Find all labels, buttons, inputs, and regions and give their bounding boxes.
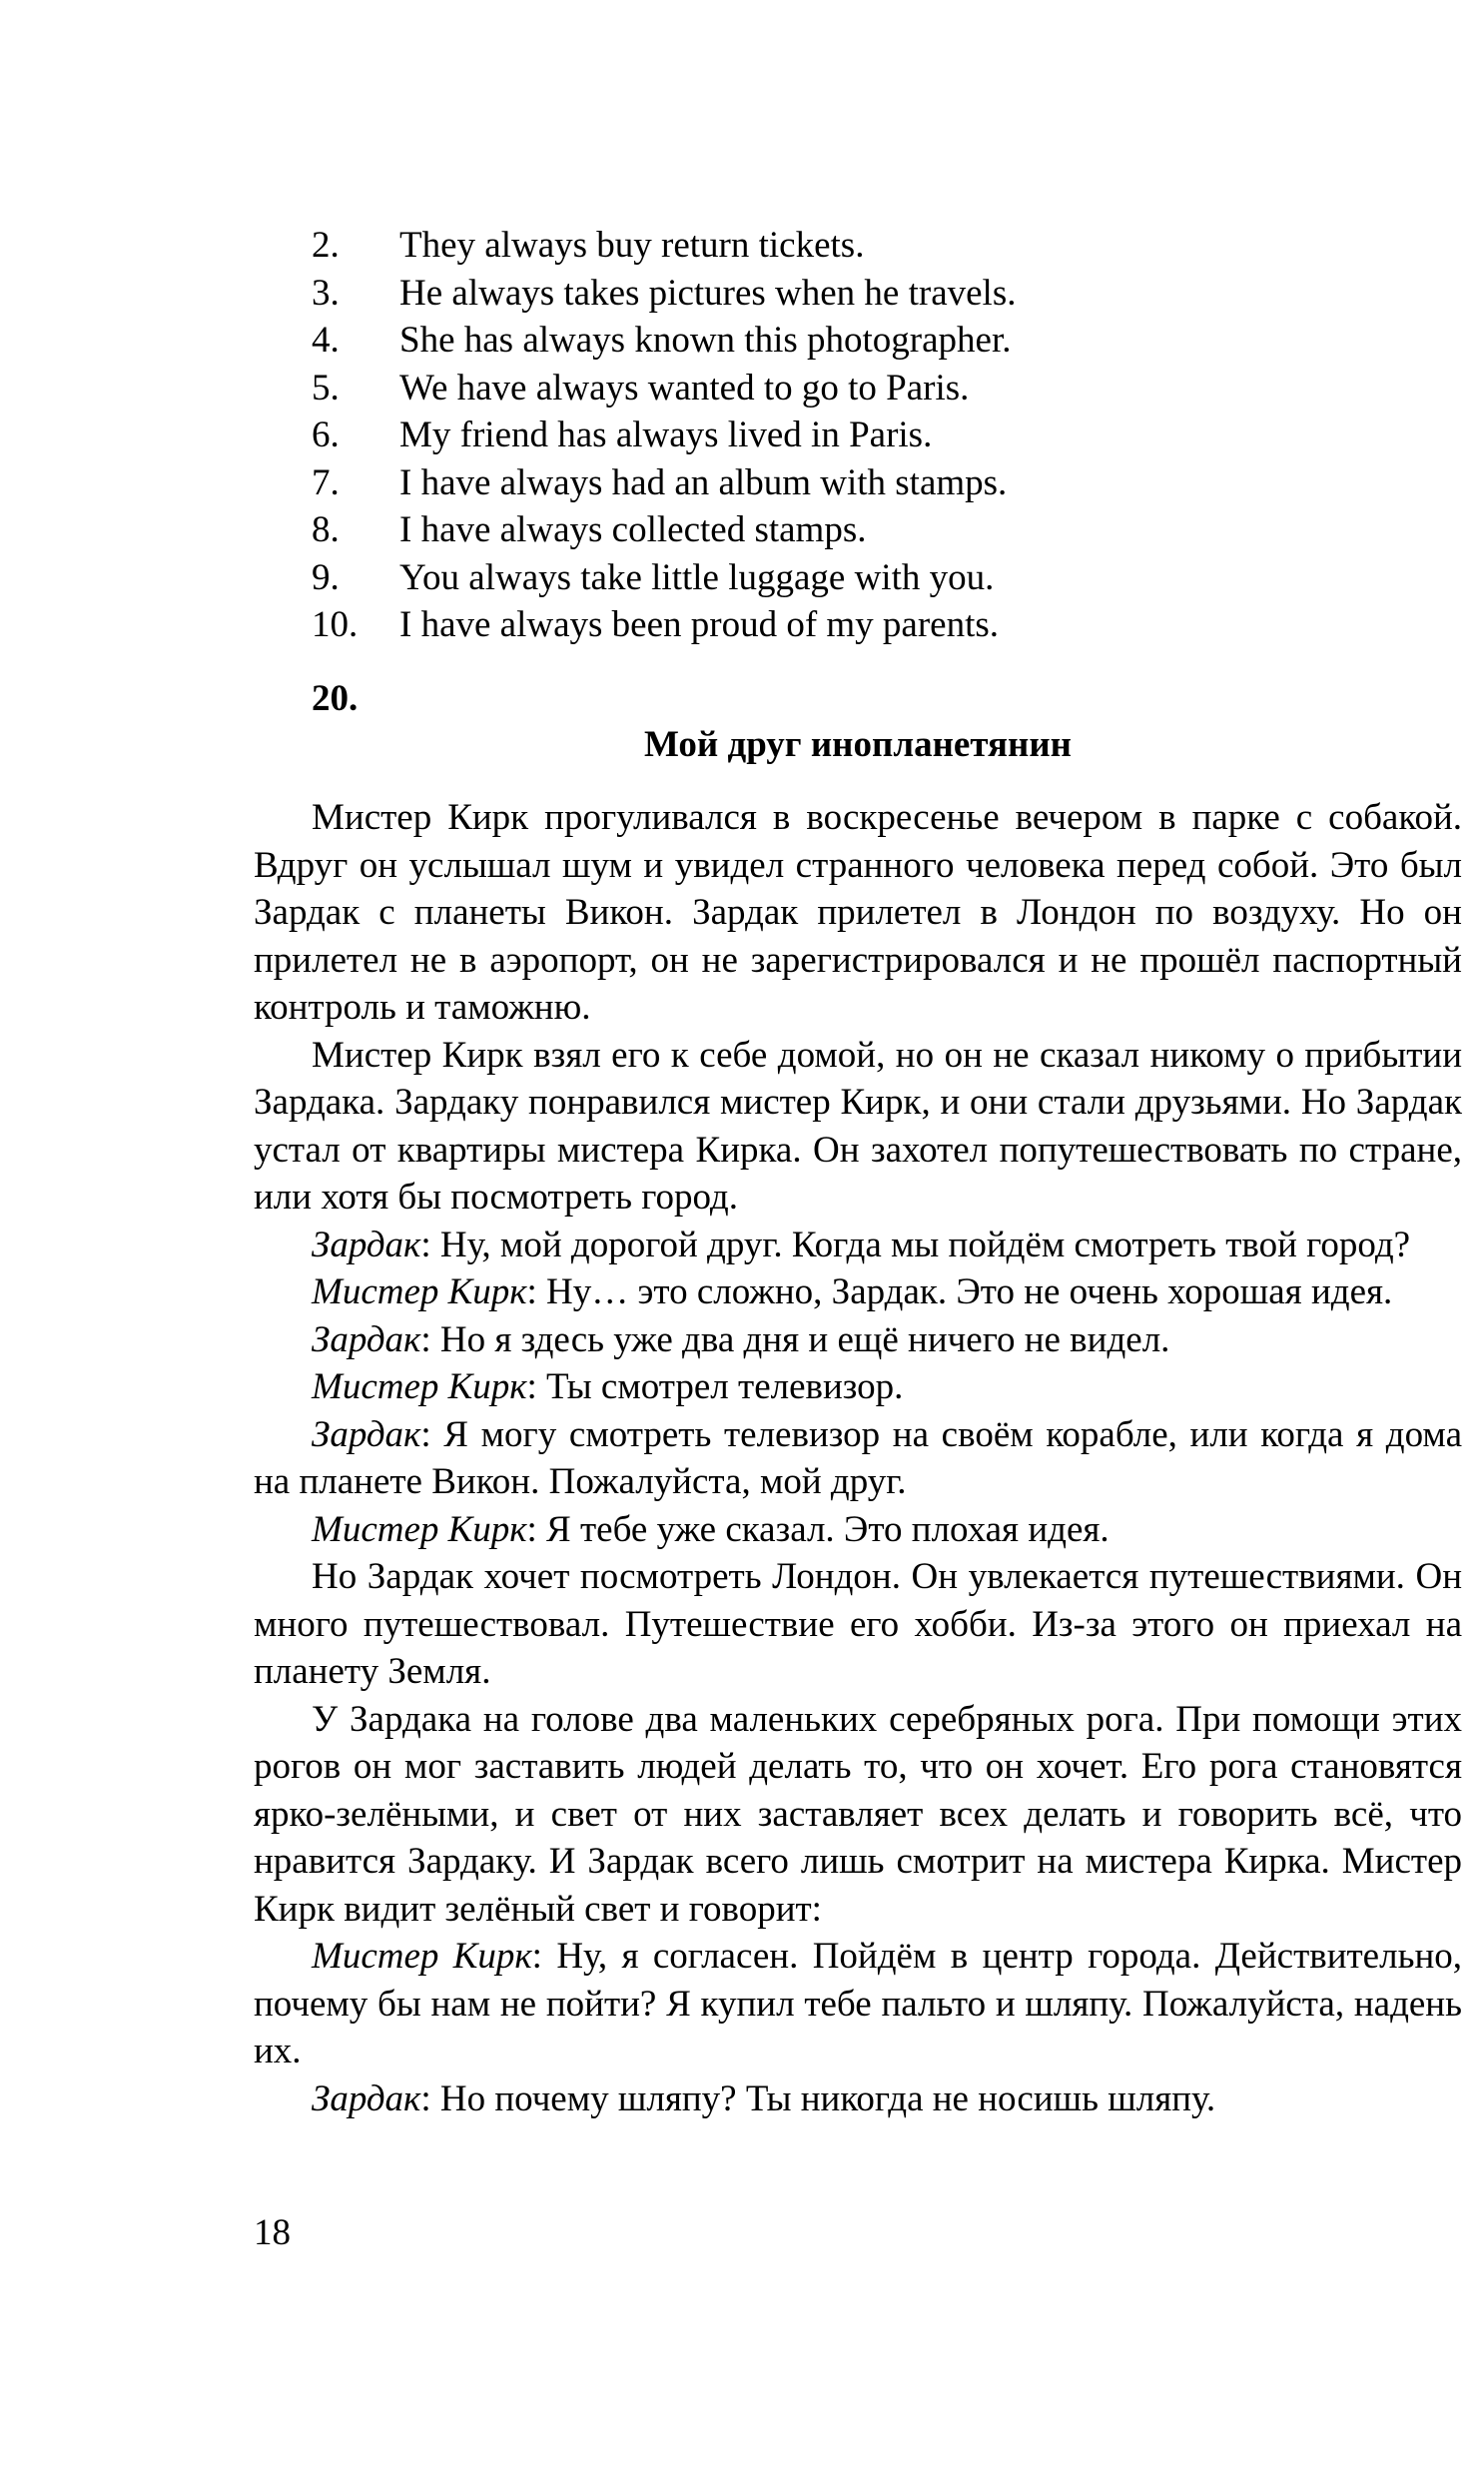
paragraph-text: : Ну… это сложно, Зардак. Это не очень хорошая идея. (526, 1271, 1393, 1312)
speaker-name: Зардак (312, 1413, 421, 1455)
list-item-number: 8. (312, 509, 340, 550)
speaker-name: Зардак (312, 1318, 421, 1360)
list-item-text: I have always had an album with stamps. (399, 461, 1008, 503)
story-text (254, 794, 1462, 2122)
list-item-text: She has always known this photographer. (399, 320, 1012, 361)
paragraph-text: У Зардака на голове два маленьких серебряных рога. При помощи этих рогов он мог заставить людей делать то, что он хочет. Его рога становятся ярко-зелёными, и свет от них заставляет всех делать и говорить всё, что нравится Зардаку. И Зардак всего лишь смотрит на мистера Кирка. Мистер Кирк видит зелёный свет и говорит: (254, 1698, 1462, 1930)
paragraph (254, 1506, 1462, 1554)
exercise-number: 20. (312, 678, 359, 719)
paragraph (254, 1696, 1462, 1934)
list-item-number: 5. (312, 367, 340, 409)
paragraph-text: Мистер Кирк прогуливался в воскресенье вечером в парке с собакой. Вдруг он услышал шум и увидел странного человека перед собой. Это был Зардак с планеты Викон. Зардак прилетел в Лондон по воздуху. Но он прилетел не в аэропорт, он не зарегистрировался и не прошёл паспортный контроль и таможню. (254, 797, 1462, 1028)
list-item-text: He always takes pictures when he travels. (399, 272, 1017, 314)
list-item-number: 2. (312, 225, 340, 266)
list-item (312, 222, 1470, 270)
paragraph (254, 1553, 1462, 1696)
paragraph-text: Мистер Кирк взял его к себе домой, но он не сказал никому о прибытии Зардака. Зардаку понравился мистер Кирк, и они стали друзьями. Но Зардак устал от квартиры мистера Кирка. Он захотел попутешествовать по стране, или хотя бы посмотреть город. (254, 1034, 1462, 1218)
list-item-number: 10. (312, 604, 359, 645)
sentence-list (312, 222, 1470, 649)
speaker-name: Мистер Кирк (312, 1366, 527, 1407)
speaker-name: Мистер Кирк (312, 1271, 527, 1312)
paragraph-text: : Ну, я согласен. Пойдём в центр города. Действительно, почему бы нам не пойти? Я купил тебе пальто и шляпу. Пожалуйста, надень их. (254, 1936, 1462, 2071)
paragraph-text: : Я могу смотреть телевизор на своём корабле, или когда я дома на планете Викон. Пожалуйста, мой друг. (254, 1413, 1462, 1502)
list-item-text: We have always wanted to go to Paris. (399, 367, 970, 409)
paragraph (254, 1032, 1462, 1222)
paragraph (254, 1268, 1462, 1316)
list-item (312, 601, 1470, 649)
paragraph (254, 1316, 1462, 1364)
paragraph (254, 1363, 1462, 1411)
paragraph-text: : Но я здесь уже два дня и ещё ничего не видел. (420, 1318, 1170, 1360)
speaker-name: Мистер Кирк (312, 1508, 527, 1550)
list-item (312, 412, 1470, 459)
paragraph-text: : Но почему шляпу? Ты никогда не носишь шляпу. (420, 2077, 1216, 2119)
paragraph-text: : Ну, мой дорогой друг. Когда мы пойдём смотреть твой город? (420, 1224, 1411, 1265)
list-item-number: 6. (312, 414, 340, 455)
list-item-number: 3. (312, 272, 340, 314)
list-item-text: I have always been proud of my parents. (399, 604, 1000, 645)
list-item-number: 4. (312, 320, 340, 361)
list-item (312, 365, 1470, 413)
list-item-number: 9. (312, 556, 340, 598)
list-item-text: My friend has always lived in Paris. (399, 414, 933, 455)
story-title: Мой друг инопланетянин (644, 724, 1072, 765)
paragraph (254, 1933, 1462, 2075)
speaker-name: Зардак (312, 2077, 421, 2119)
paragraph (254, 1222, 1462, 1269)
list-item-text: I have always collected stamps. (399, 509, 867, 550)
page-number: 18 (254, 2212, 291, 2253)
speaker-name: Мистер Кирк (312, 1936, 532, 1977)
paragraph (254, 1411, 1462, 1506)
list-item (312, 317, 1470, 365)
list-item-text: They always buy return tickets. (399, 225, 865, 266)
paragraph-text: Но Зардак хочет посмотреть Лондон. Он увлекается путешествиями. Он много путешествовал. Путешествие его хобби. Из-за этого он приехал на планету Земля. (254, 1556, 1462, 1692)
list-item (312, 270, 1470, 318)
list-item (312, 506, 1470, 554)
list-item-text: You always take little luggage with you. (399, 556, 995, 598)
paragraph-text: : Я тебе уже сказал. Это плохая идея. (526, 1508, 1110, 1550)
paragraph (254, 2075, 1462, 2123)
list-item (312, 459, 1470, 507)
list-item-number: 7. (312, 461, 340, 503)
paragraph (254, 794, 1462, 1032)
list-item (312, 554, 1470, 602)
paragraph-text: : Ты смотрел телевизор. (526, 1366, 904, 1407)
speaker-name: Зардак (312, 1224, 421, 1265)
